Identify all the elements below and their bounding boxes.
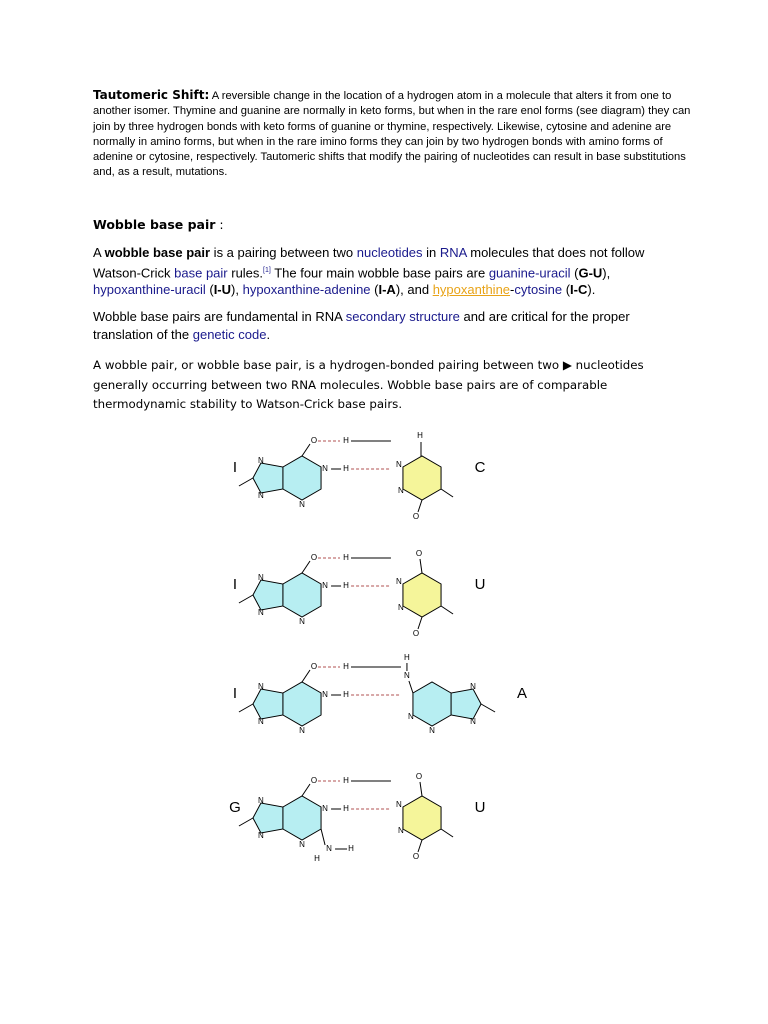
nitrogen-atom: N: [470, 717, 476, 727]
covalent-bond: [409, 681, 413, 693]
nitrogen-atom: N: [258, 491, 264, 501]
link-rna[interactable]: RNA: [439, 245, 467, 260]
right-base-label: U: [474, 798, 486, 816]
reference-link[interactable]: [1]: [263, 266, 271, 274]
covalent-bond: [239, 818, 253, 826]
hydrogen-atom: H: [348, 844, 354, 854]
base-pair-i-u: [233, 549, 486, 638]
text-run: (: [562, 282, 571, 298]
covalent-bond: [420, 782, 422, 796]
imidazole-ring: [253, 580, 283, 610]
text-run: -: [510, 282, 515, 298]
pyrimidine-ring-purine: [413, 682, 451, 726]
nitrogen-atom: N: [299, 617, 305, 627]
pyrimidine-ring-purine: [283, 456, 321, 500]
bold-abbrev: I-U: [213, 282, 232, 298]
imidazole-ring: [253, 463, 283, 493]
right-base-label: A: [516, 684, 528, 702]
nitrogen-atom: N: [299, 500, 305, 510]
link-hypoxanthine-adenine[interactable]: hypoxanthine-adenine: [242, 282, 371, 298]
imidazole-ring: [451, 689, 481, 719]
text-run: ),: [602, 264, 611, 280]
covalent-bond: [321, 829, 325, 845]
link-genetic-code[interactable]: genetic code: [192, 326, 267, 342]
bold-abbrev: G-U: [578, 264, 603, 280]
wobble-heading-label: Wobble base pair: [93, 217, 216, 232]
left-base-label: I: [232, 575, 238, 593]
right-base-label: U: [474, 575, 486, 593]
text-run: is a pairing between two: [210, 245, 357, 260]
covalent-bond: [481, 704, 495, 712]
oxygen-atom: O: [310, 436, 318, 446]
link-guanine-uracil[interactable]: guanine-uracil: [488, 264, 571, 280]
wobble-pair-summary: A wobble pair, or wobble base pair, is a hydrogen-bonded pairing between two ▶ nucleotides generally occurring between two RNA molecules. Wobble base pairs are of comparable thermodynamic stability to Watson-Crick base pairs.: [93, 358, 644, 411]
nitrogen-atom: N: [258, 456, 264, 466]
covalent-bond: [239, 478, 253, 486]
link-nucleotides[interactable]: nucleotides: [356, 245, 423, 260]
nitrogen-atom: N: [396, 577, 402, 587]
nitrogen-atom: N: [299, 726, 305, 736]
text-run: A: [93, 245, 105, 260]
imidazole-ring: [253, 803, 283, 833]
nitrogen-atom: N: [322, 690, 328, 700]
tautomeric-shift-term: Tautomeric Shift:: [93, 88, 210, 102]
covalent-bond: [441, 829, 453, 837]
nitrogen-atom: N: [258, 796, 264, 806]
text-run: ),: [231, 282, 243, 298]
covalent-bond: [239, 704, 253, 712]
bold-abbrev: I-C: [570, 282, 588, 298]
wobble-definition-paragraph: [93, 244, 693, 299]
nitrogen-atom: N: [258, 573, 264, 583]
oxygen-atom: O: [310, 662, 318, 672]
covalent-bond: [302, 444, 310, 456]
nitrogen-atom: N: [322, 804, 328, 814]
text-run: (: [370, 282, 379, 298]
link-secondary-structure[interactable]: secondary structure: [345, 309, 460, 324]
text-run: Wobble base pairs are fundamental in RNA: [93, 309, 346, 324]
nitrogen-atom: N: [398, 826, 404, 836]
nitrogen-atom: N: [322, 464, 328, 474]
nitrogen-atom: N: [258, 682, 264, 692]
text-run: molecules that does not follow Watson-Crick: [93, 245, 645, 280]
base-pair-g-u: [229, 772, 485, 863]
pyrimidine-ring: [403, 456, 441, 500]
wobble-heading-suffix: :: [215, 217, 224, 232]
pyrimidine-ring: [403, 573, 441, 617]
pyrimidine-ring: [403, 796, 441, 840]
oxygen-atom: O: [412, 852, 420, 862]
oxygen-atom: O: [412, 512, 420, 522]
covalent-bond: [420, 559, 422, 573]
link-cytosine[interactable]: cytosine: [514, 282, 563, 298]
text-run: ).: [587, 282, 596, 298]
hydrogen-atom: H: [343, 662, 349, 672]
wobble-pairs-diagram: [0, 430, 768, 870]
oxygen-atom: O: [412, 629, 420, 639]
link-hypoxanthine-uracil[interactable]: hypoxanthine-uracil: [93, 282, 206, 298]
text-run: (: [205, 282, 214, 298]
hydrogen-atom: H: [343, 776, 349, 786]
right-base-label: C: [474, 458, 486, 476]
hydrogen-atom: H: [343, 690, 349, 700]
nitrogen-atom: N: [258, 831, 264, 841]
base-pair-i-a: [233, 653, 527, 735]
text-run: (: [570, 264, 579, 280]
text-run: rules.: [227, 264, 264, 280]
nitrogen-atom: N: [299, 840, 305, 850]
nitrogen-atom: N: [398, 486, 404, 496]
covalent-bond: [418, 500, 422, 512]
covalent-bond: [239, 595, 253, 603]
covalent-bond: [302, 561, 310, 573]
text-run: The four main wobble base pairs are: [270, 264, 489, 280]
covalent-bond: [441, 606, 453, 614]
bold-abbrev: I-A: [378, 282, 396, 298]
covalent-bond: [302, 784, 310, 796]
text-run: in: [422, 245, 440, 260]
hydrogen-atom: H: [404, 653, 410, 663]
nitrogen-atom: N: [396, 460, 402, 470]
hydrogen-atom: H: [343, 436, 349, 446]
nitrogen-atom: N: [404, 671, 410, 681]
left-base-label: I: [232, 458, 238, 476]
hydrogen-atom: H: [417, 431, 423, 441]
nitrogen-atom: N: [396, 800, 402, 810]
covalent-bond: [302, 670, 310, 682]
nitrogen-atom: N: [258, 608, 264, 618]
covalent-bond: [418, 840, 422, 852]
nitrogen-atom: N: [429, 726, 435, 736]
left-base-label: I: [232, 684, 238, 702]
pyrimidine-ring-purine: [283, 573, 321, 617]
tautomeric-shift-body: A reversible change in the location of a hydrogen atom in a molecule that alters it from one to another isomer. Thymine and guanine are normally in keto forms, but when in the rare enol forms (see diagram) they can join by three hydrogen bonds with keto forms of guanine or thymine, respectively. Likewise, cytosine and adenine are normally in amino forms, but when in the rare imino forms they can join by two hydrogen bonds with amino forms of adenine or cytosine, respectively. Tautomeric shifts that modify the pairing of nucleotides can result in base substitutions and, as a result, mutations.: [93, 90, 691, 179]
link-hypoxanthine[interactable]: hypoxanthine: [432, 282, 511, 298]
pyrimidine-ring-purine: [283, 682, 321, 726]
left-base-label: G: [229, 798, 241, 816]
covalent-bond: [441, 489, 453, 497]
wobble-heading: [93, 217, 693, 232]
nitrogen-atom: N: [470, 682, 476, 692]
text-run: ), and: [395, 282, 433, 298]
oxygen-atom: O: [415, 549, 423, 559]
hydrogen-atom: H: [343, 581, 349, 591]
oxygen-atom: O: [310, 776, 318, 786]
pyrimidine-ring-purine: [283, 796, 321, 840]
fundamental-paragraph: [93, 308, 693, 343]
bold-term: wobble base pair: [104, 245, 211, 260]
covalent-bond: [418, 617, 422, 629]
base-pair-i-c: [233, 431, 486, 521]
hydrogen-atom: H: [314, 854, 320, 864]
text-run: and are critical for the proper translation of the: [93, 309, 630, 342]
nitrogen-atom: N: [408, 712, 414, 722]
hydrogen-atom: H: [343, 553, 349, 563]
hydrogen-atom: H: [343, 804, 349, 814]
oxygen-atom: O: [310, 553, 318, 563]
nitrogen-atom: N: [322, 581, 328, 591]
tautomeric-shift-paragraph: [93, 88, 693, 181]
nitrogen-atom: N: [258, 717, 264, 727]
link-base-pair[interactable]: base pair: [174, 264, 228, 280]
nitrogen-atom: N: [326, 844, 332, 854]
hydrogen-atom: H: [343, 464, 349, 474]
nitrogen-atom: N: [398, 603, 404, 613]
text-run: .: [266, 326, 271, 342]
oxygen-atom: O: [415, 772, 423, 782]
imidazole-ring: [253, 689, 283, 719]
